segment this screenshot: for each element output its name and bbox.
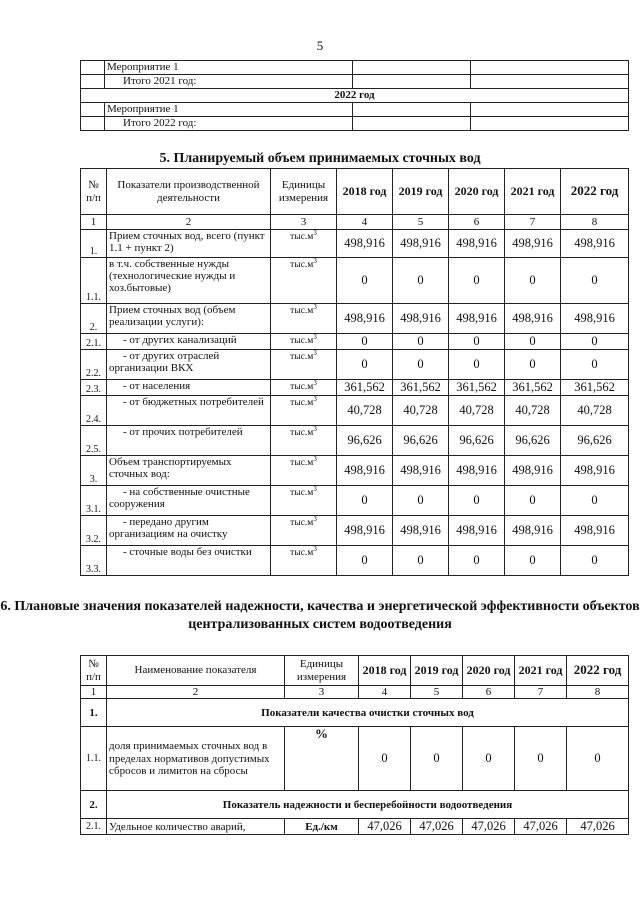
- header-row: [81, 656, 629, 686]
- row-num: 3.2.: [81, 516, 107, 546]
- row-num: 3.3.: [81, 546, 107, 576]
- row-label: - на собственные очистные сооружения: [107, 486, 271, 516]
- value-2019: 361,562: [393, 380, 449, 396]
- value-2018: 0: [337, 350, 393, 380]
- value-2021: 0: [505, 258, 561, 304]
- value-2019: 498,916: [393, 456, 449, 486]
- value-2022: 0: [561, 350, 629, 380]
- group-num: 2.: [81, 791, 107, 819]
- value-2020: 498,916: [449, 516, 505, 546]
- unit-text: тыс.м: [290, 458, 314, 469]
- group-title: Показатели качества очистки сточных вод: [107, 699, 629, 727]
- row-unit: [271, 486, 337, 516]
- row-num: 2.3.: [81, 380, 107, 396]
- value-2018: 0: [337, 258, 393, 304]
- row-label: - передано другим организациям на очистку: [107, 516, 271, 546]
- section6-title: 6. Плановые значения показателей надежности, качества и энергетической эффективности объектов централизованных систем водоотведения: [0, 599, 640, 632]
- value-2020: 498,916: [449, 456, 505, 486]
- column-number: 6: [463, 686, 515, 699]
- unit-sup: 3: [313, 425, 317, 433]
- unit-text: тыс.м: [290, 518, 314, 529]
- row-label: - от прочих потребителей: [107, 426, 271, 456]
- column-number: 4: [359, 686, 411, 699]
- total-label: Итого 2021 год:: [105, 75, 353, 89]
- value-2018: 498,916: [337, 304, 393, 334]
- unit-sup: 3: [313, 333, 317, 341]
- total-label: Итого 2022 год:: [105, 117, 353, 131]
- value-2019: 0: [393, 546, 449, 576]
- column-number: 8: [567, 686, 629, 699]
- row-label: Прием сточных вод (объем реализации услуги):: [107, 304, 271, 334]
- group-row: [81, 791, 629, 819]
- unit-sup: 3: [313, 229, 317, 237]
- value-2021: 498,916: [505, 516, 561, 546]
- value-2022: 40,728: [561, 396, 629, 426]
- value-2022: 498,916: [561, 304, 629, 334]
- table-row: [81, 258, 629, 304]
- row-unit: [271, 380, 337, 396]
- column-number: 3: [285, 686, 359, 699]
- value-2020: 47,026: [463, 819, 515, 835]
- row-unit: [271, 456, 337, 486]
- col-header-num: № п/п: [81, 656, 107, 686]
- column-number: 5: [411, 686, 463, 699]
- row-label: - от других отраслей организации ВКХ: [107, 350, 271, 380]
- year-header: 2022 год: [81, 89, 629, 103]
- row-label: Удельное количество аварий,: [107, 819, 285, 835]
- unit-sup: 3: [313, 515, 317, 523]
- top-fragment-table: [80, 60, 629, 131]
- unit-sup: 3: [313, 455, 317, 463]
- col-header-2020: 2020 год: [463, 656, 515, 686]
- value-2021: 498,916: [505, 456, 561, 486]
- reliability-indicators-table: [80, 655, 629, 835]
- value-2020: 40,728: [449, 396, 505, 426]
- table-row: [81, 230, 629, 258]
- value-2020: 498,916: [449, 230, 505, 258]
- unit-sup: 3: [313, 395, 317, 403]
- measure-label: Мероприятие 1: [105, 61, 353, 75]
- column-number: 7: [505, 215, 561, 230]
- col-header-2021: 2021 год: [505, 169, 561, 215]
- value-2022: 0: [561, 546, 629, 576]
- table-row: [81, 546, 629, 576]
- value-2019: 0: [411, 727, 463, 791]
- value-2022: 498,916: [561, 516, 629, 546]
- value-2019: 0: [393, 258, 449, 304]
- value-2020: 0: [449, 334, 505, 350]
- row-unit: [271, 546, 337, 576]
- value-2018: 0: [337, 486, 393, 516]
- value-2022: 47,026: [567, 819, 629, 835]
- column-number: 1: [81, 215, 107, 230]
- value-2018: 0: [337, 546, 393, 576]
- unit-sup: 3: [313, 349, 317, 357]
- unit-sup: 3: [313, 379, 317, 387]
- table-row: [81, 396, 629, 426]
- unit-text: тыс.м: [290, 428, 314, 439]
- col-header-name: Наименование показателя: [107, 656, 285, 686]
- unit-sup: 3: [313, 485, 317, 493]
- table-row: [81, 486, 629, 516]
- header-row: [81, 169, 629, 215]
- value-2021: 47,026: [515, 819, 567, 835]
- value-2018: 40,728: [337, 396, 393, 426]
- row-unit: [271, 258, 337, 304]
- row-num: 1.: [81, 230, 107, 258]
- value-2020: 361,562: [449, 380, 505, 396]
- value-2018: 498,916: [337, 456, 393, 486]
- col-header-2018: 2018 год: [337, 169, 393, 215]
- value-2018: 361,562: [337, 380, 393, 396]
- value-2022: 0: [567, 727, 629, 791]
- row-num: 2.1.: [81, 819, 107, 835]
- value-2019: 0: [393, 350, 449, 380]
- value-2021: 498,916: [505, 304, 561, 334]
- unit-text: тыс.м: [290, 382, 314, 393]
- row-label: - от бюджетных потребителей: [107, 396, 271, 426]
- value-2019: 40,728: [393, 396, 449, 426]
- value-2019: 0: [393, 334, 449, 350]
- row-label: - сточные воды без очистки: [107, 546, 271, 576]
- table-row: [81, 304, 629, 334]
- col-header-2022: 2022 год: [561, 169, 629, 215]
- col-header-units: Единицы измерения: [285, 656, 359, 686]
- col-header-2021: 2021 год: [515, 656, 567, 686]
- value-2018: 0: [337, 334, 393, 350]
- value-2021: 498,916: [505, 230, 561, 258]
- value-2021: 0: [505, 334, 561, 350]
- measure-label: Мероприятие 1: [105, 103, 353, 117]
- value-2021: 0: [515, 727, 567, 791]
- value-2022: 0: [561, 334, 629, 350]
- row-label: доля принимаемых сточных вод в пределах нормативов допустимых сбросов и лимитов на сбросы: [107, 727, 285, 791]
- value-2020: 0: [449, 258, 505, 304]
- group-title: Показатель надежности и бесперебойности водоотведения: [107, 791, 629, 819]
- row-num: 2.: [81, 304, 107, 334]
- table-row: [81, 819, 629, 835]
- column-number: 4: [337, 215, 393, 230]
- row-unit: [271, 304, 337, 334]
- group-num: 1.: [81, 699, 107, 727]
- unit-text: тыс.м: [290, 398, 314, 409]
- unit-text: тыс.м: [290, 548, 314, 559]
- value-2020: 0: [463, 727, 515, 791]
- col-header-2022: 2022 год: [567, 656, 629, 686]
- value-2022: 96,626: [561, 426, 629, 456]
- row-num: 1.1.: [81, 727, 107, 791]
- col-header-indicators: Показатели производственной деятельности: [107, 169, 271, 215]
- row-num: 2.4.: [81, 396, 107, 426]
- value-2021: 0: [505, 546, 561, 576]
- row-unit: [271, 350, 337, 380]
- value-2021: 361,562: [505, 380, 561, 396]
- value-2020: 498,916: [449, 304, 505, 334]
- row-label: Прием сточных вод, всего (пункт 1.1 + пункт 2): [107, 230, 271, 258]
- value-2022: 498,916: [561, 456, 629, 486]
- table-row: [81, 426, 629, 456]
- row-num: 2.2.: [81, 350, 107, 380]
- value-2020: 0: [449, 486, 505, 516]
- page-number: 5: [316, 38, 324, 53]
- value-2018: 498,916: [337, 230, 393, 258]
- unit-text: тыс.м: [290, 260, 314, 271]
- unit-sup: 3: [313, 257, 317, 265]
- table-row: [81, 350, 629, 380]
- value-2021: 96,626: [505, 426, 561, 456]
- table-row: [81, 61, 629, 75]
- value-2021: 0: [505, 350, 561, 380]
- value-2019: 96,626: [393, 426, 449, 456]
- unit-text: тыс.м: [290, 488, 314, 499]
- row-num: 1.1.: [81, 258, 107, 304]
- column-number: 2: [107, 215, 271, 230]
- value-2021: 0: [505, 486, 561, 516]
- column-number: 8: [561, 215, 629, 230]
- value-2020: 0: [449, 546, 505, 576]
- value-2018: 0: [359, 727, 411, 791]
- unit-text: тыс.м: [290, 306, 314, 317]
- value-2022: 0: [561, 486, 629, 516]
- row-unit: [271, 334, 337, 350]
- table-row: [81, 75, 629, 89]
- table-row: [81, 334, 629, 350]
- row-unit: [271, 230, 337, 258]
- row-unit: [271, 516, 337, 546]
- value-2019: 498,916: [393, 230, 449, 258]
- value-2019: 47,026: [411, 819, 463, 835]
- column-number: 7: [515, 686, 567, 699]
- value-2018: 47,026: [359, 819, 411, 835]
- unit-text: тыс.м: [290, 232, 314, 243]
- unit-text: тыс.м: [290, 336, 314, 347]
- column-number-row: [81, 215, 629, 230]
- col-header-2019: 2019 год: [393, 169, 449, 215]
- row-unit: [271, 426, 337, 456]
- row-label: Объем транспортируемых сточных вод:: [107, 456, 271, 486]
- table-row: [81, 117, 629, 131]
- col-header-units: Единицы измерения: [271, 169, 337, 215]
- group-row: [81, 699, 629, 727]
- column-number: 1: [81, 686, 107, 699]
- table-row: [81, 103, 629, 117]
- column-number: 6: [449, 215, 505, 230]
- value-2022: 361,562: [561, 380, 629, 396]
- value-2018: 96,626: [337, 426, 393, 456]
- row-unit: [271, 396, 337, 426]
- table-row: [81, 380, 629, 396]
- row-label: - от населения: [107, 380, 271, 396]
- value-2019: 0: [393, 486, 449, 516]
- value-2022: 0: [561, 258, 629, 304]
- value-2020: 96,626: [449, 426, 505, 456]
- column-number-row: [81, 686, 629, 699]
- row-num: 3.1.: [81, 486, 107, 516]
- column-number: 2: [107, 686, 285, 699]
- unit-sup: 3: [313, 303, 317, 311]
- value-2018: 498,916: [337, 516, 393, 546]
- col-header-num: № п/п: [81, 169, 107, 215]
- value-2022: 498,916: [561, 230, 629, 258]
- column-number: 5: [393, 215, 449, 230]
- col-header-2020: 2020 год: [449, 169, 505, 215]
- row-num: 2.1.: [81, 334, 107, 350]
- row-num: 2.5.: [81, 426, 107, 456]
- row-unit: Ед./км: [285, 819, 359, 835]
- table-row: [81, 456, 629, 486]
- table-row: [81, 516, 629, 546]
- value-2020: 0: [449, 350, 505, 380]
- column-number: 3: [271, 215, 337, 230]
- col-header-2018: 2018 год: [359, 656, 411, 686]
- unit-sup: 3: [313, 545, 317, 553]
- col-header-2019: 2019 год: [411, 656, 463, 686]
- row-unit: %: [285, 727, 359, 791]
- row-num: 3.: [81, 456, 107, 486]
- table-row: [81, 727, 629, 791]
- unit-text: тыс.м: [290, 352, 314, 363]
- value-2021: 40,728: [505, 396, 561, 426]
- wastewater-volume-table: [80, 168, 629, 576]
- section5-title: 5. Планируемый объем принимаемых сточных вод: [159, 151, 481, 166]
- row-label: - от других канализаций: [107, 334, 271, 350]
- table-row: [81, 89, 629, 103]
- value-2019: 498,916: [393, 516, 449, 546]
- value-2019: 498,916: [393, 304, 449, 334]
- row-label: в т.ч. собственные нужды (технологические нужды и хоз.бытовые): [107, 258, 271, 304]
